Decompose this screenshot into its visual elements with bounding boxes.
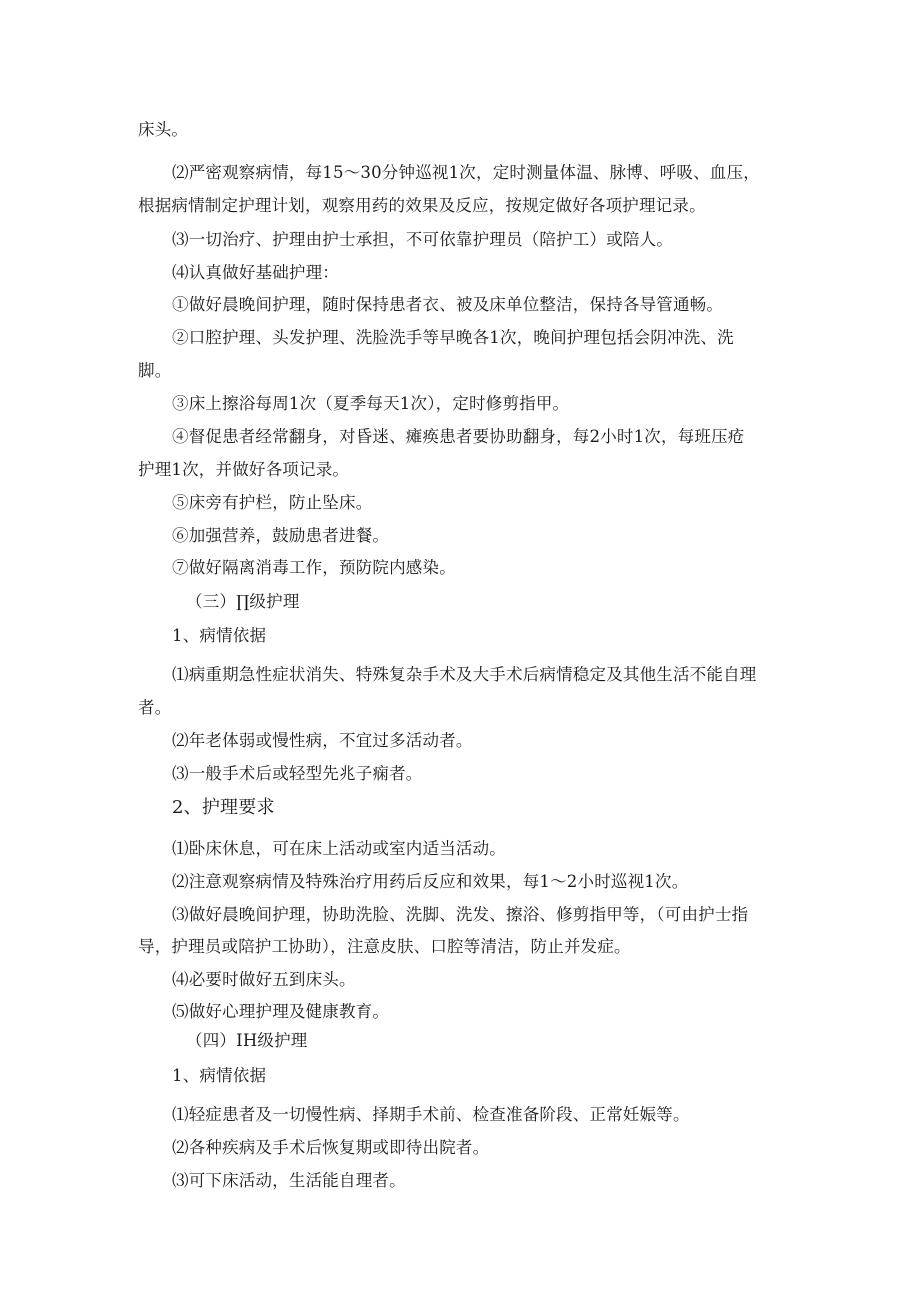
text-line: ⑸做好心理护理及健康教育。	[172, 1002, 390, 1021]
text-line: ⑤床旁有护栏，防止坠床。	[172, 493, 373, 512]
text-line: 护理1次，并做好各项记录。	[138, 460, 350, 479]
text-line: 根据病情制定护理计划，观察用药的效果及反应，按规定做好各项护理记录。	[138, 196, 706, 215]
text-line: 者。	[138, 698, 172, 717]
section-heading: （三）∏级护理	[186, 592, 300, 611]
text-line: ⑵年老体弱或慢性病，不宜过多活动者。	[172, 731, 473, 750]
subsection-heading: 1、病情依据	[172, 626, 267, 645]
text-line: 导，护理员或陪护工协助），注意皮肤、口腔等清洁，防止并发症。	[138, 937, 631, 956]
subsection-heading: 2、护理要求	[172, 797, 275, 818]
text-line: ⑵各种疾病及手术后恢复期或即待出院者。	[172, 1138, 490, 1157]
text-line: ⑷必要时做好五到床头。	[172, 970, 356, 989]
text-line: ⑵严密观察病情，每15～30分钟巡视1次，定时测量体温、脉博、呼吸、血压，	[172, 163, 760, 182]
text-line: ⑷认真做好基础护理：	[172, 263, 339, 282]
text-line: ⑴卧床休息，可在床上活动或室内适当活动。	[172, 839, 506, 858]
text-line: ⑥加强营养，鼓励患者进餐。	[172, 526, 390, 545]
subsection-heading: 1、病情依据	[172, 1066, 267, 1085]
text-line: ⑴病重期急性症状消失、特殊复杂手术及大手术后病情稳定及其他生活不能自理	[172, 665, 757, 684]
text-line: ⑶做好晨晚间护理，协助洗脸、洗脚、洗发、擦浴、修剪指甲等，（可由护士指	[172, 905, 749, 924]
text-line: ③床上擦浴每周1次（夏季每天1次），定时修剪指甲。	[172, 394, 570, 413]
text-line: ⑶一切治疗、护理由护士承担，不可依靠护理员（陪护工）或陪人。	[172, 230, 673, 249]
text-line: ⑴轻症患者及一切慢性病、择期手术前、检查准备阶段、正常妊娠等。	[172, 1105, 690, 1124]
text-line: ⑵注意观察病情及特殊治疗用药后反应和效果，每1～2小时巡视1次。	[172, 872, 689, 891]
text-line: ②口腔护理、头发护理、洗脸洗手等早晚各1次，晚间护理包括会阴冲洗、洗	[172, 328, 734, 347]
text-line: ④督促患者经常翻身，对昏迷、瘫痪患者要协助翻身，每2小时1次，每班压疮	[172, 427, 745, 446]
text-line: ⑶一般手术后或轻型先兆子痫者。	[172, 764, 423, 783]
text-line: ⑦做好隔离消毒工作，预防院内感染。	[172, 558, 456, 577]
text-line: ①做好晨晚间护理，随时保持患者衣、被及床单位整洁，保持各导管通畅。	[172, 295, 724, 314]
text-line: 脚。	[138, 361, 172, 380]
text-line: ⑶可下床活动，生活能自理者。	[172, 1171, 406, 1190]
section-heading: （四）IH级护理	[186, 1031, 308, 1050]
text-line: 床头。	[138, 120, 189, 139]
